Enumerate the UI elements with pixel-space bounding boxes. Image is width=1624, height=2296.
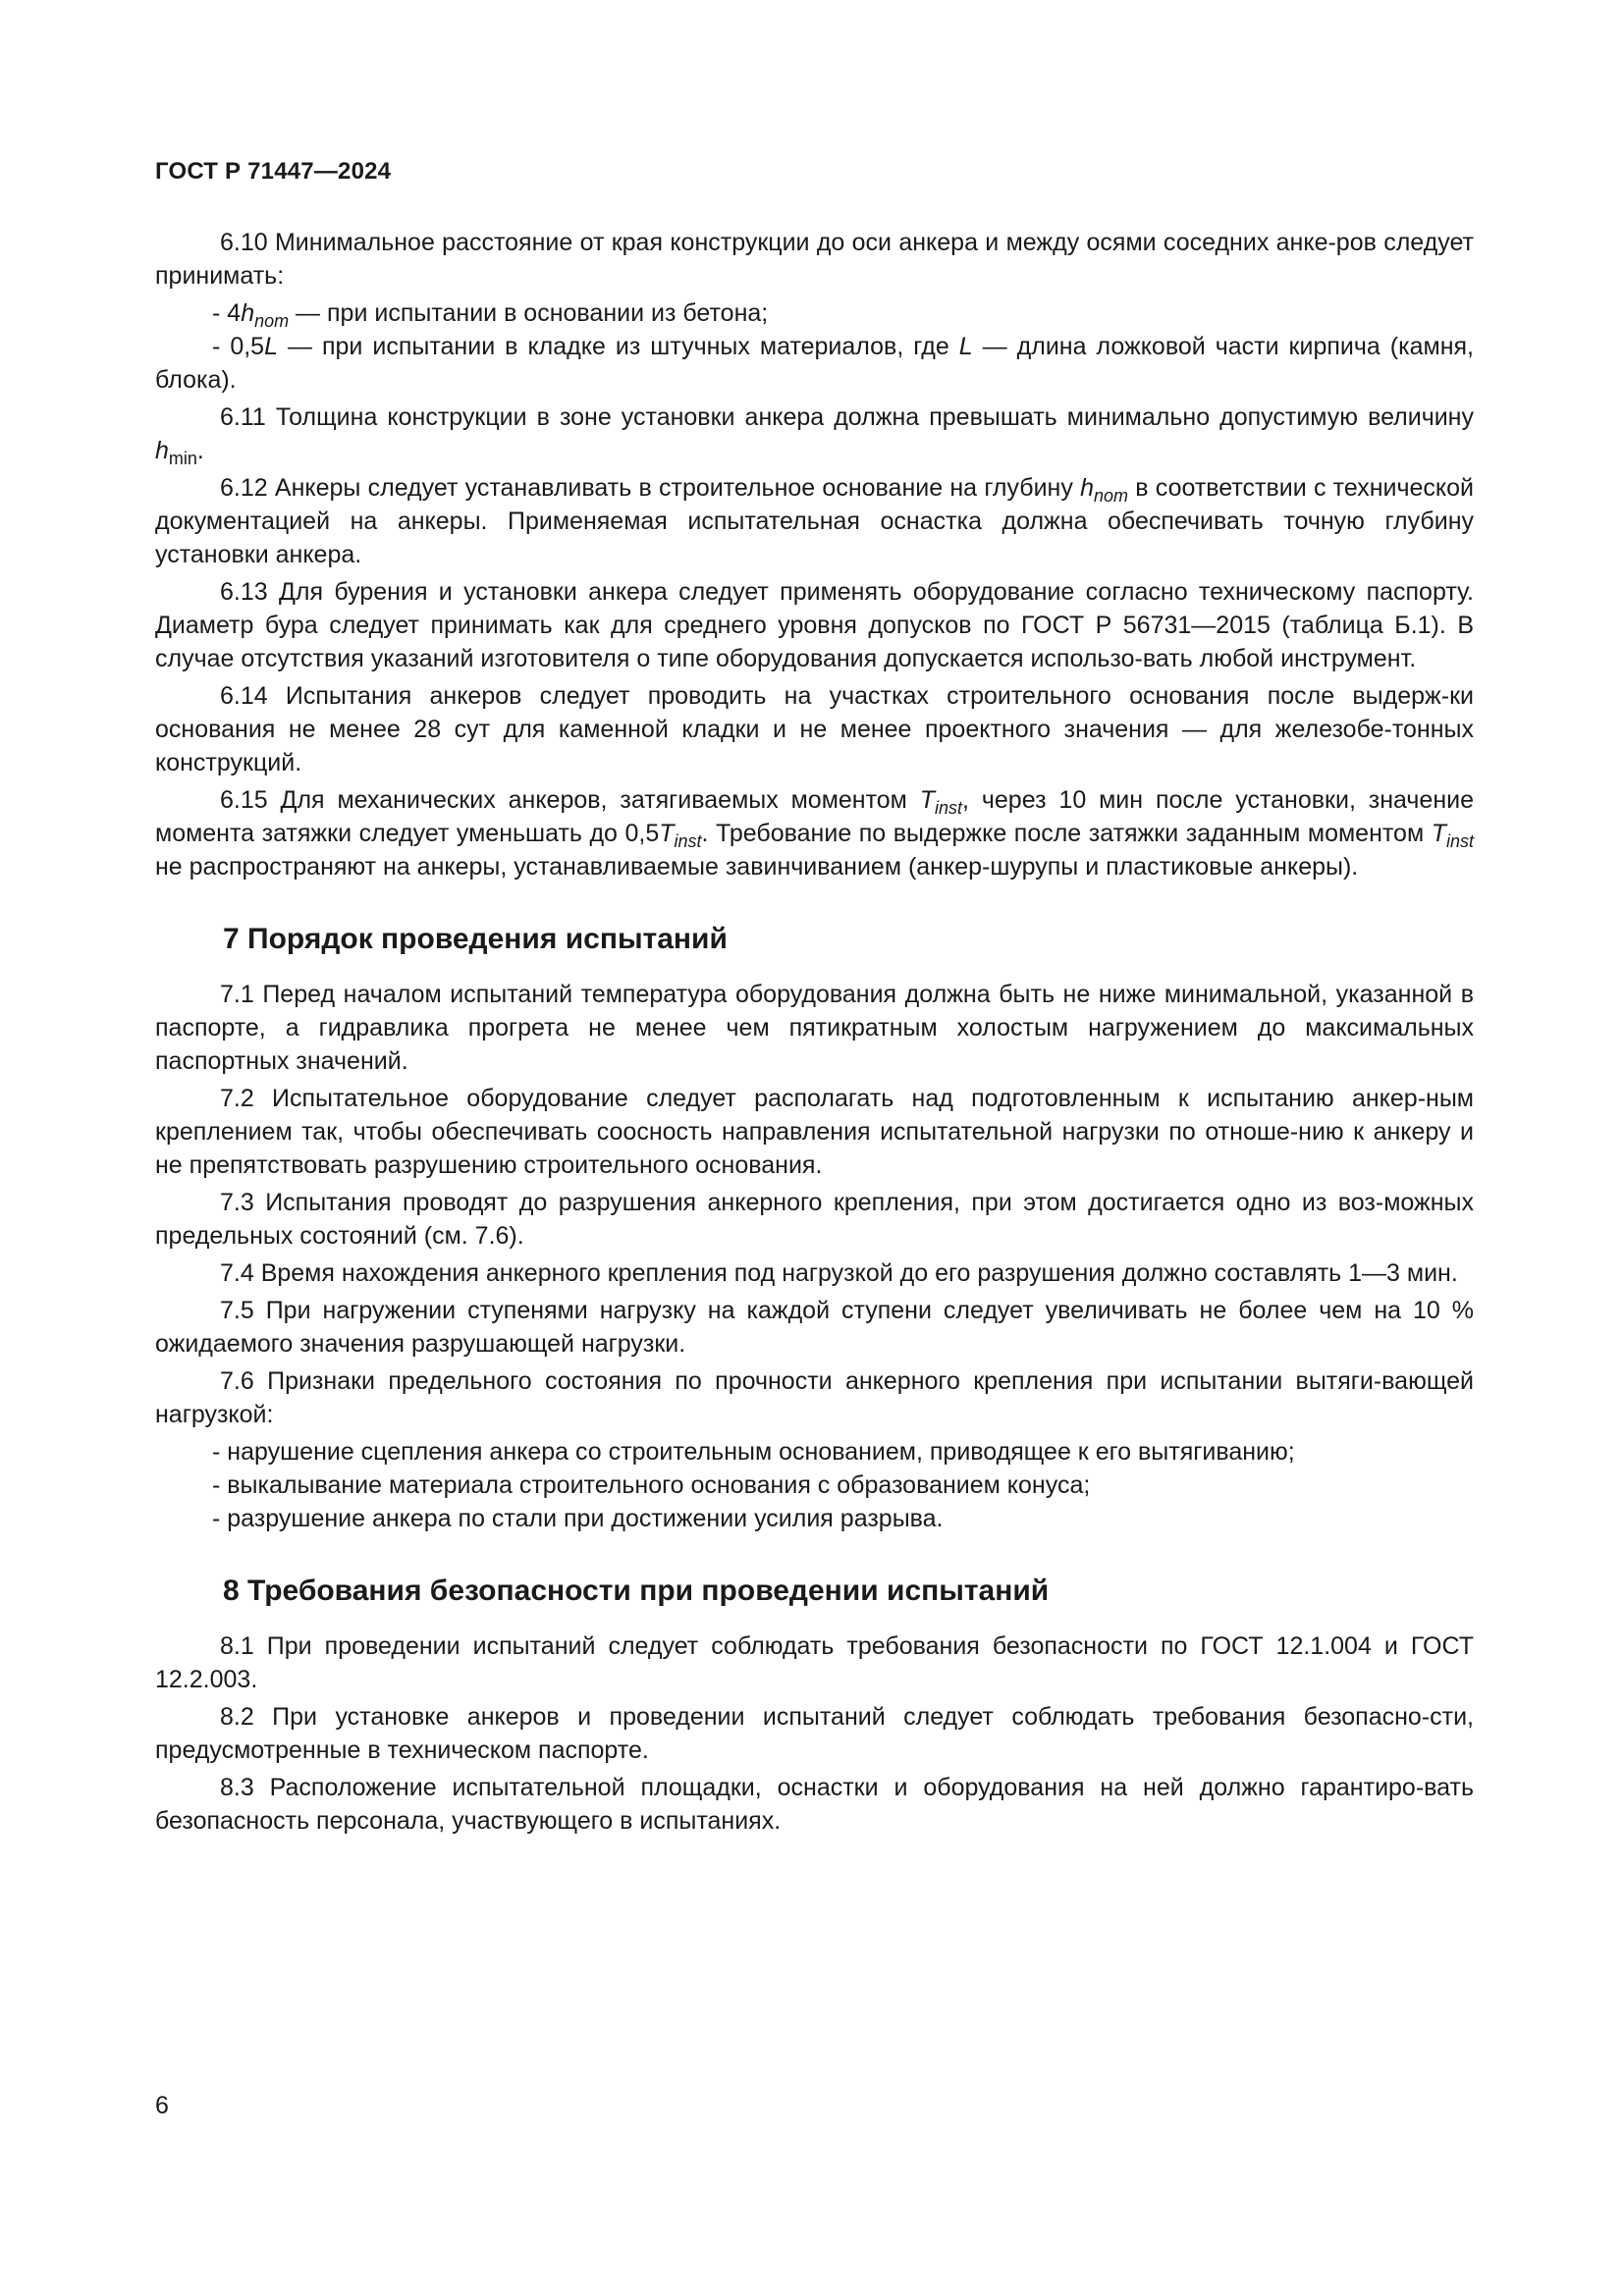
list-item-7-6-3: - разрушение анкера по стали при достижении усилия разрыва. bbox=[212, 1505, 944, 1532]
list-item-7-6-2: - выкалывание материала строительного основания с образованием конуса; bbox=[212, 1471, 1091, 1499]
paragraph-6-15: 6.15 Для механических анкеров, затягиваемых моментом $T_{inst}$, через 10 мин после установки, значение момента затяжки следует уменьшать до $0,5T_{inst}$. Требование по выдержке после затяжки заданным моментом $T_{inst}$ не распространяют на анкеры, устанавливаемые завинчиванием (анкер-шурупы и пластиковые анкеры). bbox=[155, 786, 1474, 881]
paragraph-8-3: 8.3 Расположение испытательной площадки, оснастки и оборудования на ней должно гарантиро-вать безопасность персонала, участвующего в испытаниях. bbox=[155, 1774, 1474, 1835]
page-number: 6 bbox=[155, 2092, 169, 2119]
paragraph-8-2: 8.2 При установке анкеров и проведении испытаний следует соблюдать требования безопасно-сти, предусмотренные в техническом паспорте. bbox=[155, 1703, 1474, 1764]
paragraph-6-12: 6.12 Анкеры следует устанавливать в строительное основание на глубину $h_{nom}$ в соответствии с технической документацией на анкеры. Применяемая испытательная оснастка должна обеспечивать точную глубину установки анкера. bbox=[155, 474, 1474, 568]
document-header: ГОСТ Р 71447—2024 bbox=[155, 158, 392, 185]
paragraph-8-1: 8.1 При проведении испытаний следует соблюдать требования безопасности по ГОСТ 12.1.004 и ГОСТ 12.2.003. bbox=[155, 1632, 1474, 1693]
section-heading-8: 8 Требования безопасности при проведении испытаний bbox=[223, 1575, 1050, 1607]
paragraph-7-6: 7.6 Признаки предельного состояния по прочности анкерного крепления при испытании вытяги-вающей нагрузкой: bbox=[155, 1367, 1474, 1428]
paragraph-7-5: 7.5 При нагружении ступенями нагрузку на каждой ступени следует увеличивать не более чем на 10 % ожидаемого значения разрушающей нагрузки. bbox=[155, 1297, 1474, 1358]
list-item-6-10-1: - $4h_{nom}$ — при испытании в основании из бетона; bbox=[212, 299, 769, 331]
paragraph-6-10: 6.10 Минимальное расстояние от края конструкции до оси анкера и между осями соседних анке-ров следует принимать: bbox=[155, 229, 1474, 290]
paragraph-7-1: 7.1 Перед началом испытаний температура оборудования должна быть не ниже минимальной, указанной в паспорте, а гидравлика прогрета не менее чем пятикратным холостым нагружением до максимальных паспортных значений. bbox=[155, 981, 1474, 1075]
document-body bbox=[155, 226, 1474, 1842]
paragraph-7-4: 7.4 Время нахождения анкерного крепления под нагрузкой до его разрушения должно составлять 1—3 мин. bbox=[220, 1259, 1458, 1287]
section-heading-7: 7 Порядок проведения испытаний bbox=[223, 923, 728, 955]
paragraph-6-11: 6.11 Толщина конструкции в зоне установки анкера должна превышать минимально допустимую величину $h_{min}$. bbox=[155, 403, 1474, 468]
list-item-6-10-2: - 0,5L — при испытании в кладке из штучных материалов, где L — длина ложковой части кирпича (камня, блока). bbox=[155, 333, 1474, 394]
paragraph-7-3: 7.3 Испытания проводят до разрушения анкерного крепления, при этом достигается одно из воз-можных предельных состояний (см. 7.6). bbox=[155, 1189, 1474, 1250]
paragraph-6-13: 6.13 Для бурения и установки анкера следует применять оборудование согласно техническому паспорту. Диаметр бура следует принимать как для среднего уровня допусков по ГОСТ Р 56731—2015 (таблица Б.1). В случае отсутствия указаний изготовителя о типе оборудования допускается использо-вать любой инструмент. bbox=[155, 578, 1474, 672]
paragraph-6-14: 6.14 Испытания анкеров следует проводить на участках строительного основания после выдерж-ки основания не менее 28 сут для каменной кладки и не менее проектного значения — для железобе-тонных конструкций. bbox=[155, 682, 1474, 776]
list-item-7-6-1: - нарушение сцепления анкера со строительным основанием, приводящее к его вытягиванию; bbox=[212, 1438, 1295, 1466]
paragraph-7-2: 7.2 Испытательное оборудование следует располагать над подготовленным к испытанию анкер-ным креплением так, чтобы обеспечивать соосность направления испытательной нагрузки по отноше-нию к анкеру и не препятствовать разрушению строительного основания. bbox=[155, 1085, 1474, 1179]
